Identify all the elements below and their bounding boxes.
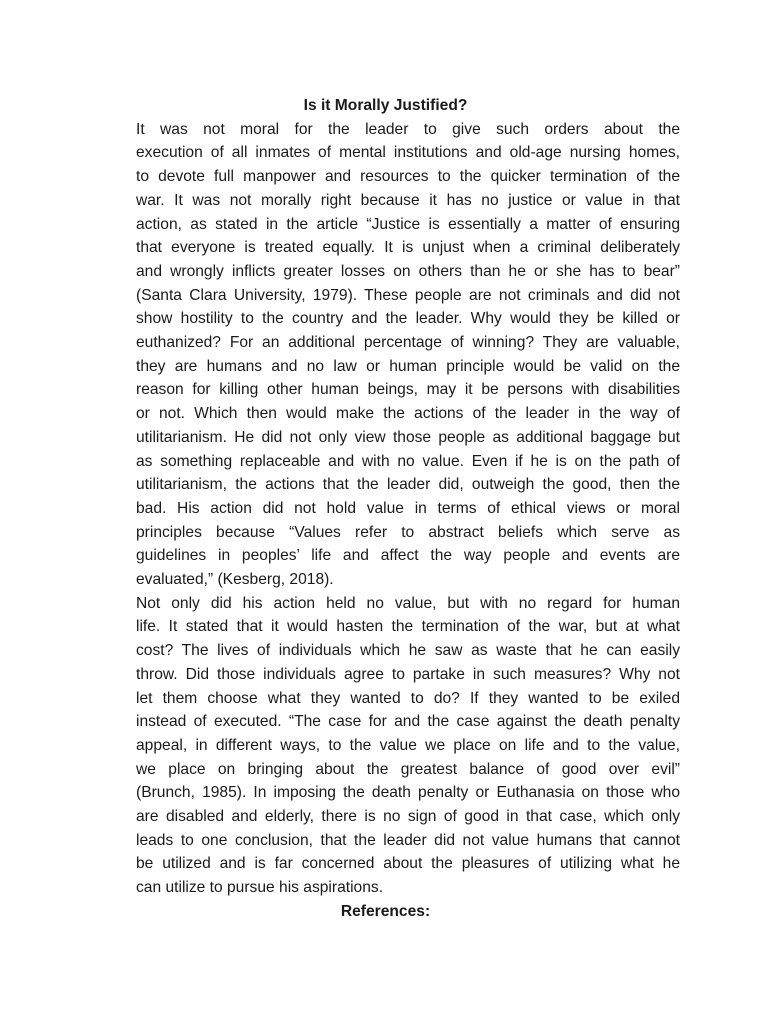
paragraph-line: instead of executed. “The case for and the case against the death penalty [136,713,680,731]
paragraph-line: are disabled and elderly, there is no sign of good in that case, which only [136,808,680,826]
paragraph-line: be utilized and is far concerned about the pleasures of utilizing what he [136,855,680,873]
paragraph-line: (Santa Clara University, 1979). These people are not criminals and did not [136,286,680,304]
paragraph-line: execution of all inmates of mental institutions and old-age nursing homes, [136,144,680,162]
paragraph-line: evaluated,” (Kesberg, 2018). [136,571,334,589]
paragraph-line: as something replaceable and with no value. Even if he is on the path of [136,452,680,470]
paragraph-line: appeal, in different ways, to the value we place on life and to the value, [136,736,680,754]
paragraph-line: that everyone is treated equally. It is unjust when a criminal deliberately [136,239,680,257]
paragraph-line: throw. Did those individuals agree to partake in such measures? Why not [136,665,680,683]
paragraph-line: leads to one conclusion, that the leader did not value humans that cannot [136,831,680,849]
document-title: Is it Morally Justified? [303,97,468,114]
paragraph-line: show hostility to the country and the leader. Why would they be killed or [136,310,680,328]
paragraph-line: principles because “Values refer to abstract beliefs which serve as [136,523,680,541]
references-heading: References: [340,902,431,920]
paragraph-line: bad. His action did not hold value in terms of ethical views or moral [136,499,680,517]
paragraph-line: or not. Which then would make the actions of the leader in the way of [136,405,680,423]
paragraph-line: cost? The lives of individuals which he saw as waste that he can easily [136,642,680,660]
paragraph-line: can utilize to pursue his aspirations. [136,879,384,897]
paragraph-1 [91,118,680,592]
paragraph-2 [91,592,680,900]
paragraph-line: to devote full manpower and resources to the quicker termination of the [136,168,680,186]
paragraph-line: guidelines in peoples’ life and affect the way people and events are [136,547,680,565]
paragraph-line: life. It stated that it would hasten the termination of the war, but at what [136,618,680,636]
paragraph-line: utilitarianism. He did not only view those people as additional baggage but [136,428,680,446]
paragraph-line: action, as stated in the article “Justice is essentially a matter of ensuring [136,215,680,233]
paragraph-line: we place on bringing about the greatest balance of good over evil” [136,760,680,778]
paragraph-line: euthanized? For an additional percentage of winning? They are valuable, [136,334,680,352]
document-body [91,94,680,924]
paragraph-line: (Brunch, 1985). In imposing the death penalty or Euthanasia on those who [136,784,680,802]
paragraph-line: let them choose what they wanted to do? If they wanted to be exiled [136,689,680,707]
paragraph-line: they are humans and no law or human principle would be valid on the [136,357,680,375]
paragraph-line: It was not moral for the leader to give such orders about the [136,120,680,138]
paragraph-line: war. It was not morally right because it has no justice or value in that [136,191,680,209]
paragraph-line: Not only did his action held no value, but with no regard for human [136,594,680,612]
paragraph-line: reason for killing other human beings, may it be persons with disabilities [136,381,680,399]
paragraph-line: utilitarianism, the actions that the leader did, outweigh the good, then the [136,476,680,494]
paragraph-line: and wrongly inflicts greater losses on others than he or she has to bear” [136,262,680,280]
